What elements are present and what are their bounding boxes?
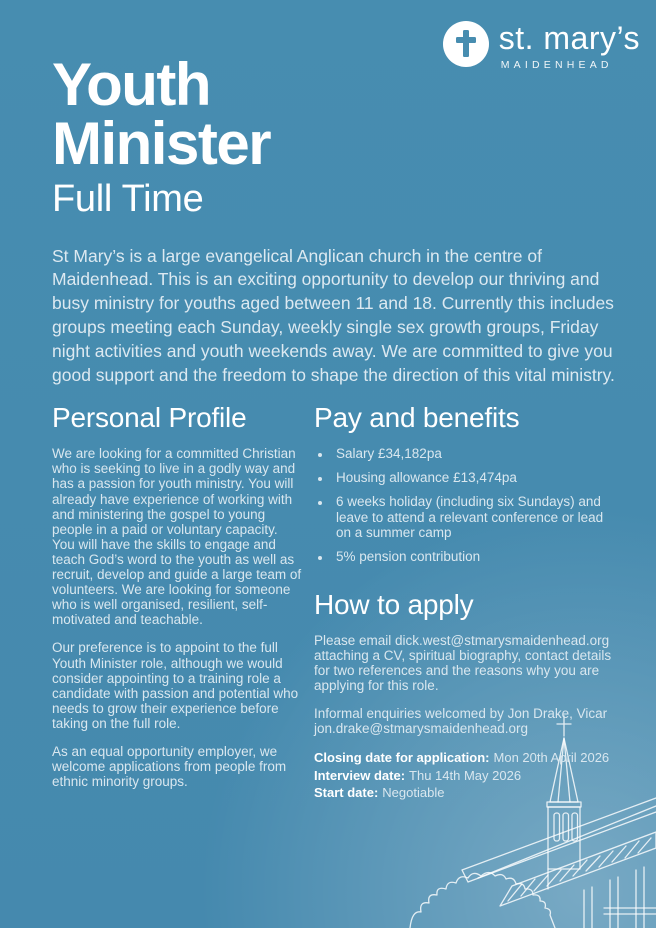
start-date-label: Start date:	[314, 785, 379, 801]
closing-date-value: Mon 20th April 2026	[493, 750, 610, 766]
page-subtitle: Full Time	[52, 177, 204, 220]
benefit-item-salary: • Salary £34,182pa	[332, 446, 620, 461]
closing-date-label: Closing date for application:	[314, 750, 490, 766]
closing-date-row	[314, 749, 620, 767]
personal-profile-section	[52, 403, 302, 802]
logo-location: MAIDENHEAD	[500, 58, 613, 71]
page-title: Youth Minister	[52, 51, 271, 177]
interview-date-row	[314, 767, 620, 785]
how-to-apply-heading: How to apply	[314, 588, 474, 620]
personal-profile-heading: Personal Profile	[52, 402, 247, 434]
apply-instructions: Please email dick.west@stmarysmaidenhead.org attaching a CV, spiritual biography, contact details for two references and the reasons why you are applying for this role.	[314, 632, 612, 693]
benefit-item-housing: • Housing allowance £13,474pa	[332, 470, 620, 485]
profile-paragraph-1: We are looking for a committed Christian who is seeking to live in a godly way and has a passion for youth ministry. You will already have experience of working with and ministering the gospel to young people in a paid or voluntary capacity. You will have the skills to engage and teach God’s word to the youth as well as recruit, develop and guide a large team of volunteers. We are looking for someone who is well organised, resilient, self-motivated and teachable.	[52, 446, 302, 628]
key-dates	[314, 749, 620, 802]
two-column-layout	[52, 403, 620, 802]
profile-paragraph-2: Our preference is to appoint to the full Youth Minister role, although we would consider appointing to a training role a candidate with passion and potential who needs to grow their experience before taking on the full role.	[52, 640, 299, 732]
intro-paragraph: St Mary’s is a large evangelical Anglican church in the centre of Maidenhead. This is an exciting opportunity to develop our thriving and busy ministry for youths aged between 11 and 18. Currently this includes groups meeting each Sunday, weekly single sex growth groups, Friday night activities and youth weekends away. We are committed to give you good support and the freedom to shape the direction of this vital ministry.	[52, 245, 615, 385]
benefit-item-pension: • 5% pension contribution	[332, 549, 620, 564]
interview-date-value: Thu 14th May 2026	[409, 767, 522, 783]
pay-and-apply-section	[314, 403, 620, 802]
start-date-value: Negotiable	[382, 785, 445, 801]
benefit-item-holiday: • 6 weeks holiday (including six Sundays) and leave to attend a relevant conference or lead on a summer camp	[332, 494, 620, 539]
enquiries-text: Informal enquiries welcomed by Jon Drake, Vicar	[314, 706, 608, 722]
enquiries-paragraph	[314, 706, 620, 736]
benefits-list	[314, 446, 620, 564]
start-date-row	[314, 784, 620, 802]
enquiries-email: jon.drake@stmarysmaidenhead.org	[314, 721, 529, 737]
logo-brand: st. mary’s	[498, 20, 640, 56]
interview-date-label: Interview date:	[314, 767, 406, 783]
pay-benefits-heading: Pay and benefits	[314, 402, 520, 434]
profile-paragraph-3: As an equal opportunity employer, we welcome applications from people from ethnic minority groups.	[52, 744, 287, 790]
